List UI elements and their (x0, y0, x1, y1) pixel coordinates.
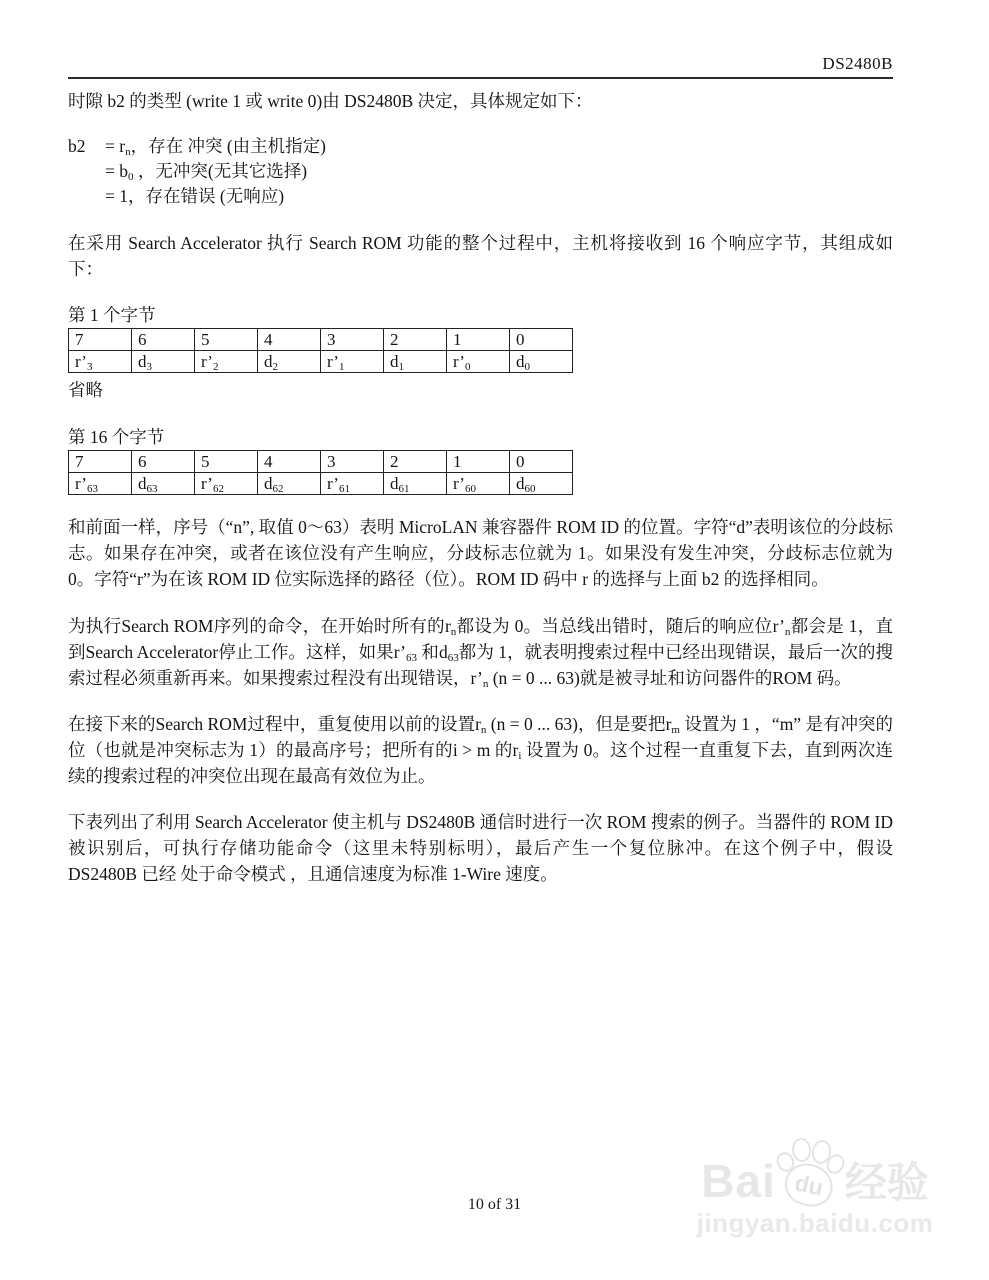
table-cell: 5 (195, 451, 258, 473)
table-cell: 0 (510, 329, 573, 351)
doc-header (68, 54, 893, 79)
byte1-heading: 第 1 个字节 (68, 305, 156, 325)
table-cell: $d_{63}$ (132, 473, 195, 495)
table-cell: 4 (258, 329, 321, 351)
paragraph-intro: 时隙 b2 的类型 (write 1 或 write 0)由 DS2480B 决定，具体规定如下： (68, 91, 593, 111)
watermark-url: jingyan.baidu.com (696, 1208, 934, 1238)
table-cell: 3 (321, 329, 384, 351)
table-cell: 2 (384, 329, 447, 351)
paw-du-text: du (792, 1168, 826, 1201)
table-cell: $d_3$ (132, 351, 195, 373)
table-cell: 6 (132, 329, 195, 351)
b2-definition-line (68, 184, 893, 209)
b2-definition-list (68, 134, 893, 209)
table-cell: 1 (447, 329, 510, 351)
byte1-table (68, 328, 573, 373)
table-cell: 2 (384, 451, 447, 473)
table-row (69, 329, 573, 351)
doc-id: DS2480B (822, 54, 893, 73)
baidu-logo-text: Bai (701, 1155, 776, 1207)
baidu-jingyan-watermark (691, 1138, 939, 1239)
ellipsis-note: 省略 (68, 380, 103, 400)
table-cell: 3 (321, 451, 384, 473)
table-cell: $r’_{63}$ (69, 473, 132, 495)
byte16-heading: 第 16 个字节 (68, 427, 165, 447)
table-cell: 0 (510, 451, 573, 473)
table-cell: 7 (69, 451, 132, 473)
baidu-paw-icon (778, 1138, 844, 1208)
table-row (69, 351, 573, 373)
paragraph-search-execution: 为执行Search ROM序列的命令，在开始时所有的$r_n$都设为 0。当总线出错时，随后的响应位$r’_n$都会是 1，直到Search Accelerator停止工作。这样，如果$r’_{63}$ 和$d_{63}$都为 1，就表明搜索过程中已经出现错误，最后一次的搜索过程必须重新再来。如果搜索过程没有出现错误，$r’_n$ (n = 0 ... 63)就是被寻址和访问器件的ROM 码。 (68, 616, 894, 690)
table-cell: $d_2$ (258, 351, 321, 373)
table-cell: $d_{61}$ (384, 473, 447, 495)
table-cell: $r’_{62}$ (195, 473, 258, 495)
table-cell: $d_0$ (510, 351, 573, 373)
table-cell: 6 (132, 451, 195, 473)
table-cell: $r’_{61}$ (321, 473, 384, 495)
table-cell: 5 (195, 329, 258, 351)
b2-label: b2 (68, 136, 86, 156)
table-cell: 1 (447, 451, 510, 473)
paragraph-explanation: 和前面一样，序号（“n”, 取值 0～63）表明 MicroLAN 兼容器件 ROM ID 的位置。字符“d”表明该位的分歧标志。如果存在冲突，或者在该位没有产生响应，分歧标志位就为 1。如果没有发生冲突，分歧标志位就为 0。字符“r”为在该 ROM ID 位实际选择的路径（位）。ROM ID 码中 r 的选择与上面 b2 的选择相同。 (68, 517, 893, 589)
byte16-table (68, 450, 573, 495)
b2-definition-line (68, 134, 893, 159)
table-row (69, 451, 573, 473)
b2-case-no-conflict: = $b_0$ ，无冲突(无其它选择) (105, 161, 308, 183)
table-cell: 4 (258, 451, 321, 473)
table-cell: $d_1$ (384, 351, 447, 373)
watermark-logo-row (691, 1138, 939, 1207)
paragraph-next-search: 在接下来的Search ROM过程中，重复使用以前的设置$r_n$ (n = 0 ... 63)，但是要把$r_m$ 设置为 1 ，“m” 是有冲突的位（也就是冲突标志为 1）的最高序号；把所有的i > m 的$r_i$ 设置为 0。这个过程一直重复下去，直到两次连续的搜索过程的冲突位出现在最高有效位为止。 (68, 714, 894, 786)
table-row (69, 473, 573, 495)
table-cell: $d_{60}$ (510, 473, 573, 495)
table-cell: 7 (69, 329, 132, 351)
table-cell: $r’_3$ (69, 351, 132, 373)
paragraph-example-note: 下表列出了利用 Search Accelerator 使主机与 DS2480B 通信时进行一次 ROM 搜索的例子。当器件的 ROM ID 被识别后，可执行存储功能命令（这里未特别标明），最后产生一个复位脉冲。在这个例子中，假设 DS2480B 已经 处于命令模式 ，且通信速度为标准 1-Wire 速度。 (68, 812, 893, 884)
table-cell: $r’_{60}$ (447, 473, 510, 495)
table-cell: $r’_1$ (321, 351, 384, 373)
paragraph-process-intro: 在采用 Search Accelerator 执行 Search ROM 功能的整个过程中，主机将接收到 16 个响应字节，其组成如下： (68, 233, 893, 279)
table-cell: $r’_0$ (447, 351, 510, 373)
jingyan-logo-text: 经验 (844, 1159, 929, 1206)
table-cell: $r’_2$ (195, 351, 258, 373)
b2-case-error: = 1，存在错误 (无响应) (105, 186, 285, 206)
b2-definition-line (68, 159, 893, 184)
b2-case-conflict: = $r_n$，存在 冲突 (由主机指定) (105, 136, 326, 158)
table-cell: $d_{62}$ (258, 473, 321, 495)
page-number: 10 of 31 (467, 1196, 522, 1213)
